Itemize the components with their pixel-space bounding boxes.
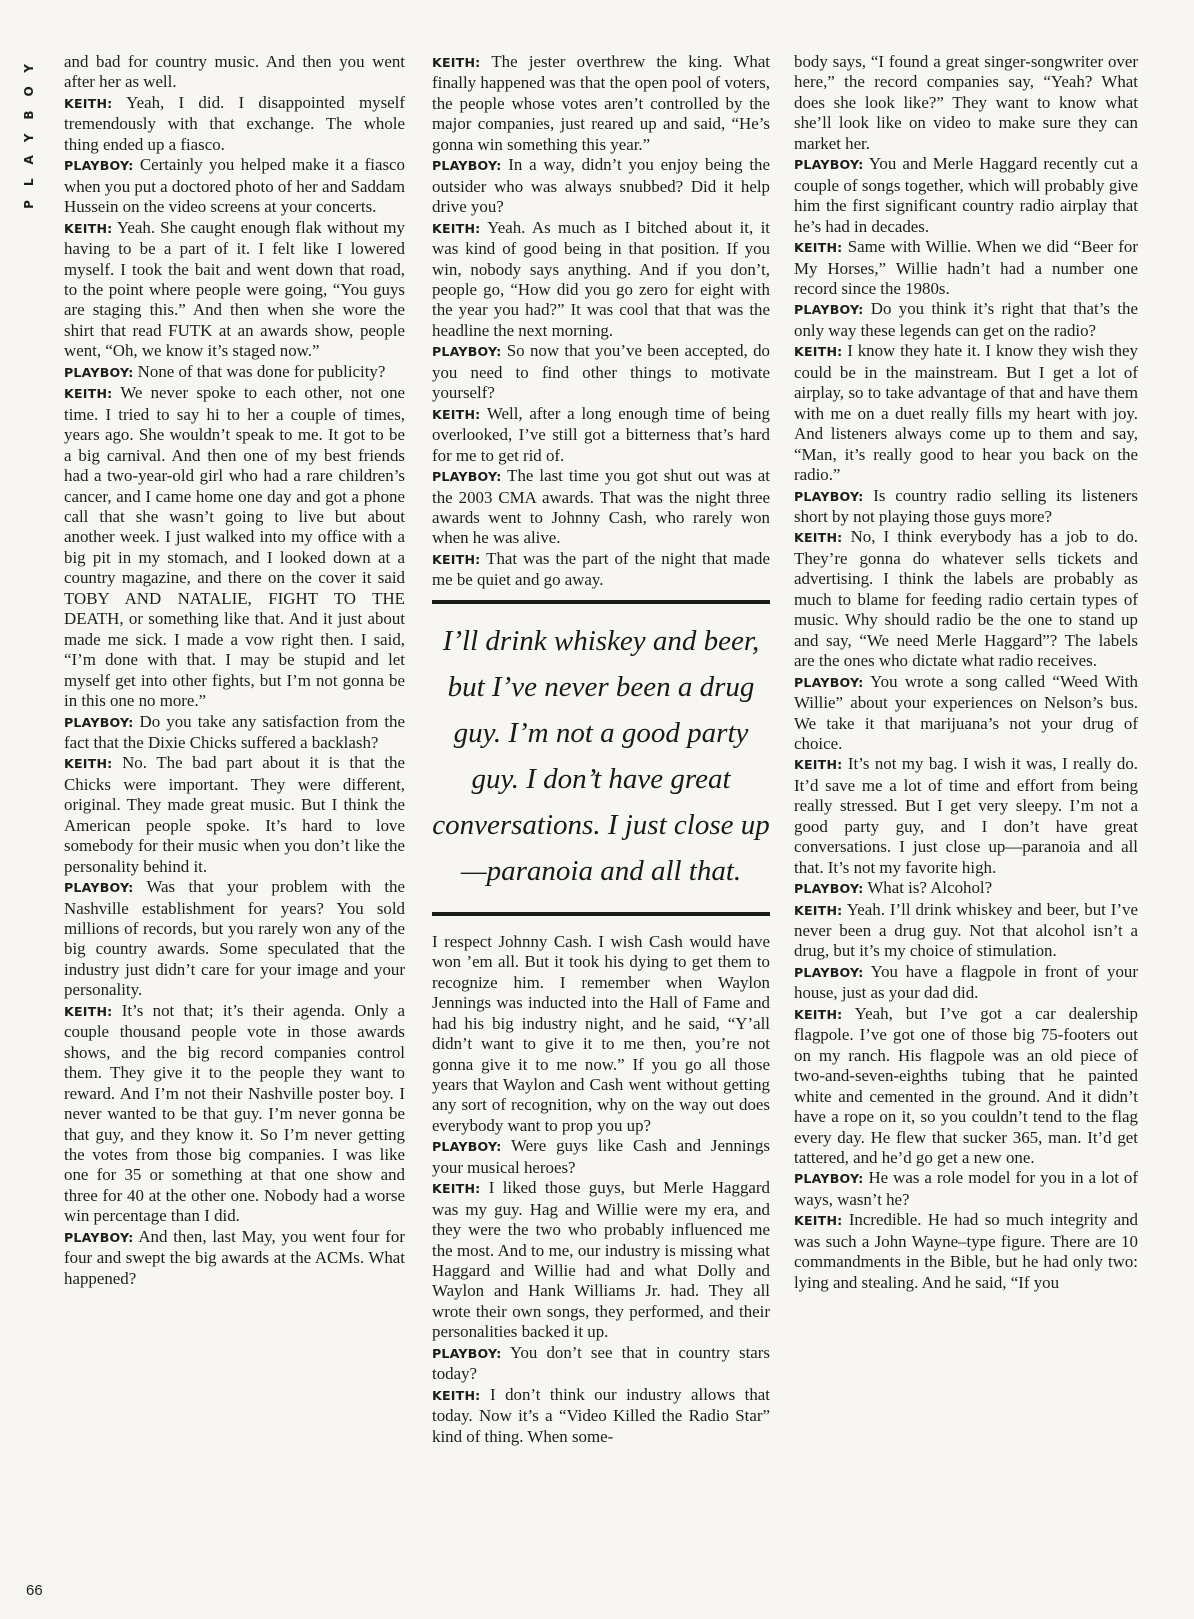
speaker-label: KEITH: (432, 551, 481, 567)
speaker-label: KEITH: (432, 1181, 481, 1197)
speaker-label: PLAYBOY: (432, 1139, 502, 1155)
paragraph (432, 155, 770, 217)
paragraph (794, 237, 1138, 299)
paragraph (64, 712, 405, 754)
paragraph-text: I know they hate it. I know they wish they could be in the mainstream. But I get a lot of airplay, so to take advantage of that and have them with me on a duet really fills my heart with joy. And listeners always come up to them and say, “Man, it’s really good to hear you back on the radio.” (794, 341, 1138, 485)
paragraph (794, 1004, 1138, 1169)
speaker-label: KEITH: (64, 95, 113, 111)
paragraph (794, 900, 1138, 962)
speaker-label: KEITH: (64, 220, 113, 236)
paragraph-text: It’s not my bag. I wish it was, I really do. It’d save me a lot of time and effort from being really stressed. But I get very sleepy. I’m not a good party guy, and I don’t have great conversations. I just close up—paranoia and all that. It’s not my favorite high. (794, 754, 1138, 877)
paragraph (432, 466, 770, 549)
paragraph (794, 672, 1138, 755)
paragraph (432, 404, 770, 466)
paragraph (64, 52, 405, 93)
speaker-label: KEITH: (794, 1213, 843, 1229)
speaker-label: PLAYBOY: (432, 1345, 502, 1361)
pull-quote (432, 600, 770, 916)
speaker-label: KEITH: (64, 756, 113, 772)
article-column-1 (64, 52, 405, 1289)
paragraph-text: I don’t think our industry allows that today. Now it’s a “Video Killed the Radio Star” kind of thing. When some- (432, 1384, 770, 1446)
magazine-side-label: PLAYBOY (22, 50, 36, 209)
paragraph (64, 362, 405, 383)
paragraph (432, 932, 770, 1137)
speaker-label: KEITH: (432, 55, 481, 70)
article-column-2 (432, 52, 770, 1447)
speaker-label: KEITH: (432, 220, 481, 236)
paragraph (432, 341, 770, 403)
speaker-label: PLAYBOY: (794, 674, 864, 690)
paragraph-text: Do you think it’s right that that’s the only way these legends can get on the radio? (794, 299, 1138, 340)
speaker-label: KEITH: (432, 1387, 481, 1403)
paragraph (432, 549, 770, 591)
speaker-label: PLAYBOY: (794, 1171, 864, 1187)
paragraph-text: The jester overthrew the king. What finally happened was that the open pool of voters, the people whose votes aren’t controlled by the major companies, just reared up and said, “He’s gonna win something this year.” (432, 52, 771, 154)
speaker-label: PLAYBOY: (432, 158, 502, 174)
paragraph-text: Were guys like Cash and Jennings your musical heroes? (432, 1136, 771, 1177)
paragraph-text: You don’t see that in country stars today? (432, 1342, 770, 1384)
speaker-label: PLAYBOY: (64, 364, 134, 380)
paragraph-text: We never spoke to each other, not one time. I tried to say hi to her a couple of times, years ago. She wouldn’t speak to me. It got to be a big carnival. And then one of my best friends had a two-year-old girl who had a rare children’s cancer, and I came home one day and got a phone call that she wasn’t going to live but about another week. I just walked into my office with a big pit in my stomach, and I looked down at a country magazine, and there on the cover it said TOBY AND NATALIE, FIGHT TO THE DEATH, or something like that. And it just about made me sick. I made a vow right then. I said, “I’m done with that. I may be stupid and let myself get into other fights, but I’m not gonna be in this one no more.” (64, 383, 406, 711)
paragraph-text: Is country radio selling its listeners short by not playing those guys more? (794, 485, 1138, 526)
article-column-2-top (432, 52, 770, 591)
speaker-label: KEITH: (794, 240, 843, 256)
paragraph-text: You have a flagpole in front of your house, just as your dad did. (794, 961, 1138, 1003)
speaker-label: KEITH: (64, 1003, 113, 1019)
paragraph (794, 754, 1138, 878)
paragraph (64, 383, 405, 711)
paragraph-text: No. The bad part about it is that the Chicks were important. They were different, original. They made great music. But I think the American people spoke. It’s hard to love somebody for their music when you don’t like the personality behind it. (64, 753, 405, 876)
paragraph (794, 962, 1138, 1004)
paragraph-text: Same with Willie. When we did “Beer for My Horses,” Willie hadn’t had a number one record since the 1980s. (794, 237, 1138, 298)
paragraph (64, 218, 405, 362)
paragraph (794, 527, 1138, 671)
paragraph (794, 1168, 1138, 1210)
paragraph (432, 1178, 770, 1343)
paragraph-text: You and Merle Haggard recently cut a couple of songs together, which will probably give him the first significant country radio airplay that he’s had in decades. (794, 154, 1138, 236)
paragraph-text: Do you take any satisfaction from the fact that the Dixie Chicks suffered a backlash? (64, 711, 405, 752)
speaker-label: PLAYBOY: (432, 469, 502, 485)
paragraph-text: It’s not that; it’s their agenda. Only a couple thousand people vote in those awards shows, and the big record companies control them. They give it to the people they want to reward. And I’m not their Nashville poster boy. I never wanted to be that guy. I’m never gonna be that guy, and they know it. So I’m never getting the votes from those big companies. I was like one for 35 or something at that one show and three for 40 at the other one. Nobody had a worse win percentage than I did. (64, 1000, 405, 1226)
paragraph (64, 1227, 405, 1289)
paragraph (794, 1210, 1138, 1293)
paragraph (64, 1001, 405, 1227)
speaker-label: KEITH: (794, 757, 843, 773)
paragraph-text: Certainly you helped make it a fiasco when you put a doctored photo of her and Saddam Hussein on the video screens at your concerts. (64, 155, 406, 217)
speaker-label: PLAYBOY: (794, 488, 864, 504)
paragraph-text: I liked those guys, but Merle Haggard was my guy. Hag and Willie were my era, and they were the two who probably influenced me the most. And to me, our industry is missing what Haggard and Willie had and what Dolly and Waylon and Hank Williams Jr. had. They all wrote their own songs, they performed, and their personalities backed it up. (432, 1178, 770, 1342)
paragraph-text: So now that you’ve been accepted, do you need to find other things to motivate yourself? (432, 341, 770, 403)
paragraph-text: The last time you got shut out was at the 2003 CMA awards. That was the night three awards went to Johnny Cash, who rarely won when he was alive. (432, 466, 770, 548)
speaker-label: KEITH: (64, 386, 113, 402)
paragraph-text: That was the part of the night that made me be quiet and go away. (432, 548, 770, 590)
paragraph (794, 341, 1138, 485)
paragraph-text: Yeah. I’ll drink whiskey and beer, but I’ve never been a drug guy. Not that alcohol isn’t a drug, but it’s my choice of stimulation. (794, 899, 1138, 961)
paragraph (794, 299, 1138, 341)
paragraph (64, 155, 405, 217)
paragraph (64, 753, 405, 877)
speaker-label: KEITH: (794, 530, 843, 546)
speaker-label: PLAYBOY: (794, 157, 864, 173)
paragraph-text: Yeah. She caught enough flak without my having to be a part of it. I felt like I lowered myself. I took the bait and went down that road, to the point where people were going, “You guys are staging this.” And then when she wore the shirt that read FUTK at an awards show, people went, “Oh, we know it’s staged now.” (64, 217, 405, 361)
speaker-label: PLAYBOY: (64, 1229, 134, 1245)
speaker-label: PLAYBOY: (64, 158, 134, 174)
paragraph-text: He was a role model for you in a lot of ways, wasn’t he? (794, 1168, 1138, 1209)
pull-quote-text: I’ll drink whiskey and beer, but I’ve never been a drug guy. I’m not a good party guy. I don’t have great conversations. I just close up—paranoia and all that. (432, 624, 770, 887)
paragraph-text: No, I think everybody has a job to do. They’re gonna do whatever sells tickets and advertising. I think the labels are probably as much to blame for feeding radio certain types of music. Why should radio be the one to stand up and say, “We need Merle Haggard”? The labels are the ones who dictate what radio receives. (794, 527, 1138, 671)
article-column-3 (794, 52, 1138, 1293)
paragraph (432, 1136, 770, 1178)
speaker-label: PLAYBOY: (794, 964, 864, 980)
speaker-label: KEITH: (794, 1006, 843, 1022)
paragraph-text: Was that your problem with the Nashville establishment for years? You sold millions of records, but you rarely won any of the big country awards. Some speculated that the industry just didn’t care for your image and your personality. (64, 877, 406, 1000)
paragraph-text: What is? Alcohol? (867, 878, 993, 898)
paragraph-text: Yeah, I did. I disappointed myself tremendously with that exchange. The whole thing ended up a fiasco. (64, 92, 405, 154)
paragraph-text: Yeah. As much as I bitched about it, it was kind of good being in that position. If you win, nobody says anything. And if you don’t, people go, “How did you go zero for eight with the year you had?” It was cool that that was the headline the next morning. (432, 217, 770, 340)
paragraph (794, 52, 1138, 154)
paragraph-text: In a way, didn’t you enjoy being the outsider who was always snubbed? Did it help drive you? (432, 155, 770, 217)
article-column-2-bottom (432, 932, 770, 1447)
speaker-label: PLAYBOY: (794, 302, 864, 318)
paragraph-text: and bad for country music. And then you went after her as well. (64, 52, 405, 92)
speaker-label: KEITH: (794, 344, 843, 360)
paragraph (432, 218, 770, 342)
paragraph (794, 878, 1138, 899)
paragraph-text: None of that was done for publicity? (137, 361, 386, 381)
speaker-label: PLAYBOY: (64, 714, 134, 730)
paragraph (64, 93, 405, 155)
paragraph (432, 1385, 770, 1447)
paragraph (794, 486, 1138, 528)
speaker-label: PLAYBOY: (64, 880, 134, 896)
paragraph (432, 52, 770, 155)
speaker-label: PLAYBOY: (432, 344, 502, 360)
paragraph (432, 1343, 770, 1385)
paragraph-text: Well, after a long enough time of being overlooked, I’ve still got a bitterness that’s hard for me to get rid of. (432, 403, 770, 465)
paragraph (64, 877, 405, 1001)
paragraph-text: You wrote a song called “Weed With Willie” about your experiences on Nelson’s bus. We take it that marijuana’s not your drug of choice. (794, 671, 1138, 753)
page-number: 66 (26, 1582, 43, 1599)
speaker-label: KEITH: (432, 406, 481, 422)
paragraph-text: And then, last May, you went four for four and swept the big awards at the ACMs. What happened? (64, 1226, 405, 1288)
paragraph-text: I respect Johnny Cash. I wish Cash would have won ’em all. But it took his dying to get them to recognize him. I remember when Waylon Jennings was inducted into the Hall of Fame and had his big industry night, and he said, “Y’all didn’t want to give it to me then, you’re not gonna give it to me now.” If you go all those years that Waylon and Cash went without getting any sort of recognition, why on the way out does everybody want to prop you up? (432, 931, 770, 1135)
paragraph-text: Yeah, but I’ve got a car dealership flagpole. I’ve got one of those big 75-footers out on my ranch. His flagpole was an old piece of two-and-seven-eighths tubing that he painted white and cemented in the ground. And it didn’t have a rope on it, so you couldn’t tend to the flag every day. He flew that sucker 365, man. It’d get tattered, and he’d go get a new one. (794, 1003, 1138, 1168)
paragraph-text: Incredible. He had so much integrity and was such a John Wayne–type figure. There are 10 commandments in the Bible, but he had only two: lying and stealing. And he said, “If you (794, 1210, 1138, 1292)
paragraph (794, 154, 1138, 237)
speaker-label: PLAYBOY: (794, 881, 864, 897)
paragraph-text: body says, “I found a great singer-songwriter over here,” the record companies say, “Yeah? What does she look like?” They want to know what she’ll look like on video to make sure they can market her. (794, 52, 1138, 153)
speaker-label: KEITH: (794, 902, 843, 918)
